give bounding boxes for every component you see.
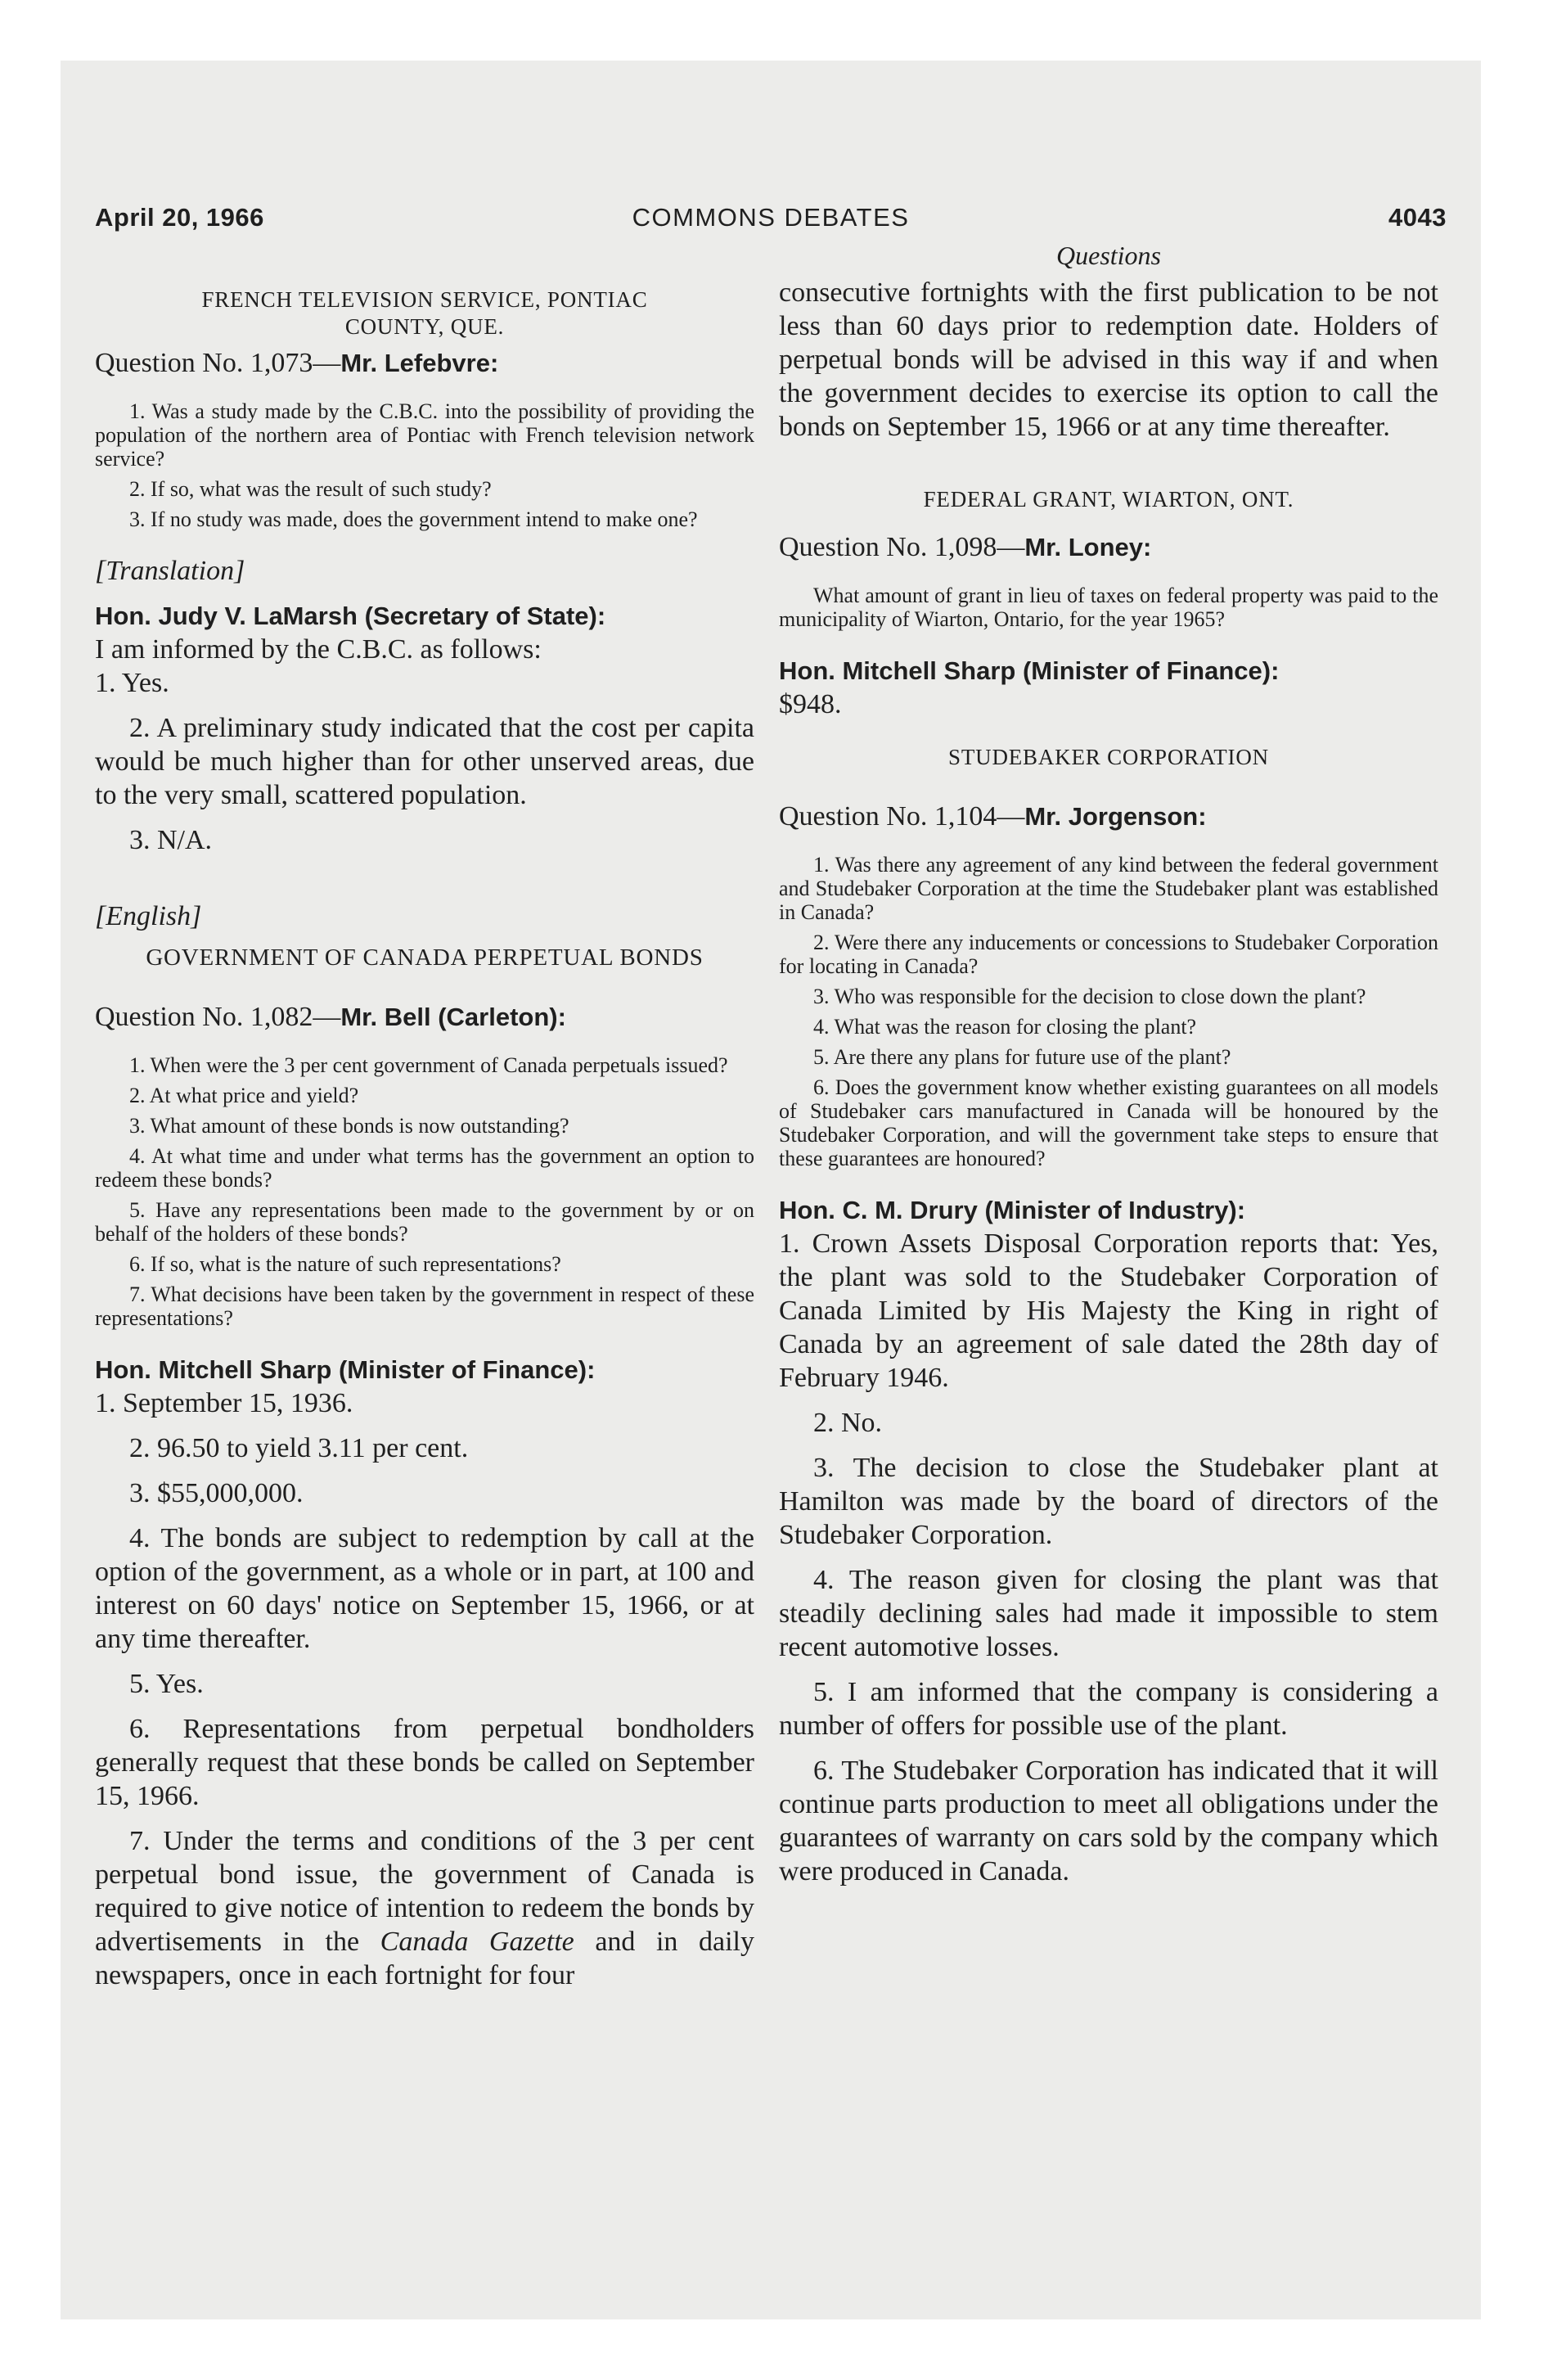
question-item: 2. Were there any inducements or concessions to Studebaker Corporation for locating in Canada? [779,931,1438,978]
question-item: 7. What decisions have been taken by the government in respect of these representations? [95,1282,754,1330]
question-member: Mr. Jorgenson: [1024,802,1207,831]
speaker-name: Hon. Mitchell Sharp (Minister of Finance): [95,1355,596,1384]
question-member: Mr. Loney: [1024,533,1152,561]
answer-item: 5. Yes. [129,1669,204,1699]
page-date: April 20, 1966 [95,203,264,232]
question-item: 5. Have any representations been made to the government by or on behalf of the holders of these bonds? [95,1198,754,1246]
question-item: 3. Who was responsible for the decision to close down the plant? [813,985,1366,1008]
question-item: 1. Was a study made by the C.B.C. into the possibility of providing the population of the northern area of Pontiac with French television network service? [95,399,754,471]
answer-item: 3. $55,000,000. [129,1478,304,1508]
section-title-french-tv-line2: COUNTY, QUE. [344,314,505,339]
answer-item: 3. The decision to close the Studebaker plant at Hamilton was made by the board of directors of the Studebaker Corporation. [779,1453,1438,1550]
question-heading-1082 [95,999,754,1035]
answer-text: and in daily newspapers, once in each fortnight for four [95,1927,754,1990]
publication-name: Canada Gazette [380,1927,574,1957]
answer-item: 6. Representations from perpetual bondholders generally request that these bonds be called on September 15, 1966. [95,1714,754,1811]
question-member: Mr. Bell (Carleton): [340,1003,566,1031]
section-title-studebaker: STUDEBAKER CORPORATION [948,745,1269,769]
answer-item: 2. 96.50 to yield 3.11 per cent. [129,1433,469,1463]
section-title-perpetual-bonds: GOVERNMENT OF CANADA PERPETUAL BONDS [146,944,704,971]
page-number: 4043 [1388,203,1447,232]
question-item: 1. Was there any agreement of any kind between the federal government and Studebaker Corporation at the time the Studebaker plant was established in Canada? [779,853,1438,924]
column-header: Questions [1056,241,1161,270]
question-item: 6. If so, what is the nature of such representations? [129,1252,561,1276]
answer-item: 4. The reason given for closing the plant was that steadily declining sales had made it impossible to stem recent automotive losses. [779,1565,1438,1662]
question-item: 4. What was the reason for closing the plant? [813,1015,1197,1039]
answer-item: 5. I am informed that the company is considering a number of offers for possible use of the plant. [779,1677,1438,1741]
answer-item: 6. The Studebaker Corporation has indicated that it will continue parts production to meet all obligations under the guarantees of warranty on cars sold by the company which were produced in Canada. [779,1756,1438,1886]
question-heading-1073 [95,345,754,381]
running-head [95,203,1447,239]
english-note: [English] [95,901,202,931]
answer-intro: I am informed by the C.B.C. as follows: [95,634,542,665]
question-number: Question No. 1,104— [779,801,1025,832]
speaker-name: Hon. Mitchell Sharp (Minister of Finance): [779,656,1280,685]
right-column [779,241,1438,1888]
answer-item: 2. No. [813,1408,883,1438]
question-item: 5. Are there any plans for future use of the plant? [813,1045,1231,1069]
answer-item: 3. N/A. [129,825,213,855]
question-item: What amount of grant in lieu of taxes on federal property was paid to the municipality of Wiarton, Ontario, for the year 1965? [779,584,1438,631]
hansard-page [61,61,1481,2319]
left-column [95,244,754,1992]
publication-title: COMMONS DEBATES [632,203,910,232]
answer-item: 1. Crown Assets Disposal Corporation reports that: Yes, the plant was sold to the Studebaker Corporation of Canada Limited by His Majesty the King in right of Canada by an agreement of sale dated the 28th day of February 1946. [779,1228,1438,1393]
question-item: 3. What amount of these bonds is now outstanding? [129,1114,569,1138]
translation-note: [Translation] [95,556,245,586]
answer-item: 2. A preliminary study indicated that the cost per capita would be much higher than for other unserved areas, due to the very small, scattered population. [95,713,754,810]
continued-answer: consecutive fortnights with the first publication to be not less than 60 days prior to redemption date. Holders of perpetual bonds will be advised in this way if and when the government decides to exercise its option to call the bonds on September 15, 1966 or at any time thereafter. [779,277,1438,442]
question-number: Question No. 1,082— [95,1002,341,1032]
speaker-name: Hon. Judy V. LaMarsh (Secretary of State): [95,602,606,630]
question-number: Question No. 1,098— [779,532,1025,562]
answer-item-7 [95,1824,754,1992]
section-title-french-tv: FRENCH TELEVISION SERVICE, PONTIAC [201,287,648,312]
answer-item: 1. September 15, 1936. [95,1388,353,1418]
question-heading-1098 [779,530,1438,566]
answer-item: 1. Yes. [95,668,169,698]
section-title-federal-grant: FEDERAL GRANT, WIARTON, ONT. [923,487,1294,512]
question-item: 2. If so, what was the result of such study? [129,477,492,501]
question-member: Mr. Lefebvre: [340,349,499,377]
question-item: 3. If no study was made, does the government intend to make one? [129,507,698,531]
answer-text: 7. Under the terms and conditions of the 3 per cent perpetual bond issue, the government of Canada is required to give notice of intention to redeem the bonds by advertisements in the [95,1826,754,1957]
answer-item: $948. [779,689,842,719]
question-item: 6. Does the government know whether existing guarantees on all models of Studebaker cars manufactured in Canada will be honoured by the Studebaker Corporation, and will the government take steps to ensure that these guarantees are honoured? [779,1075,1438,1170]
question-item: 2. At what price and yield? [129,1084,359,1107]
question-item: 4. At what time and under what terms has the government an option to redeem these bonds? [95,1144,754,1192]
speaker-name: Hon. C. M. Drury (Minister of Industry): [779,1196,1246,1224]
question-heading-1104 [779,799,1438,835]
question-item: 1. When were the 3 per cent government of Canada perpetuals issued? [129,1053,728,1077]
question-number: Question No. 1,073— [95,348,341,378]
answer-item: 4. The bonds are subject to redemption by call at the option of the government, as a whole or in part, at 100 and interest on 60 days' notice on September 15, 1966, or at any time thereafter. [95,1523,754,1654]
